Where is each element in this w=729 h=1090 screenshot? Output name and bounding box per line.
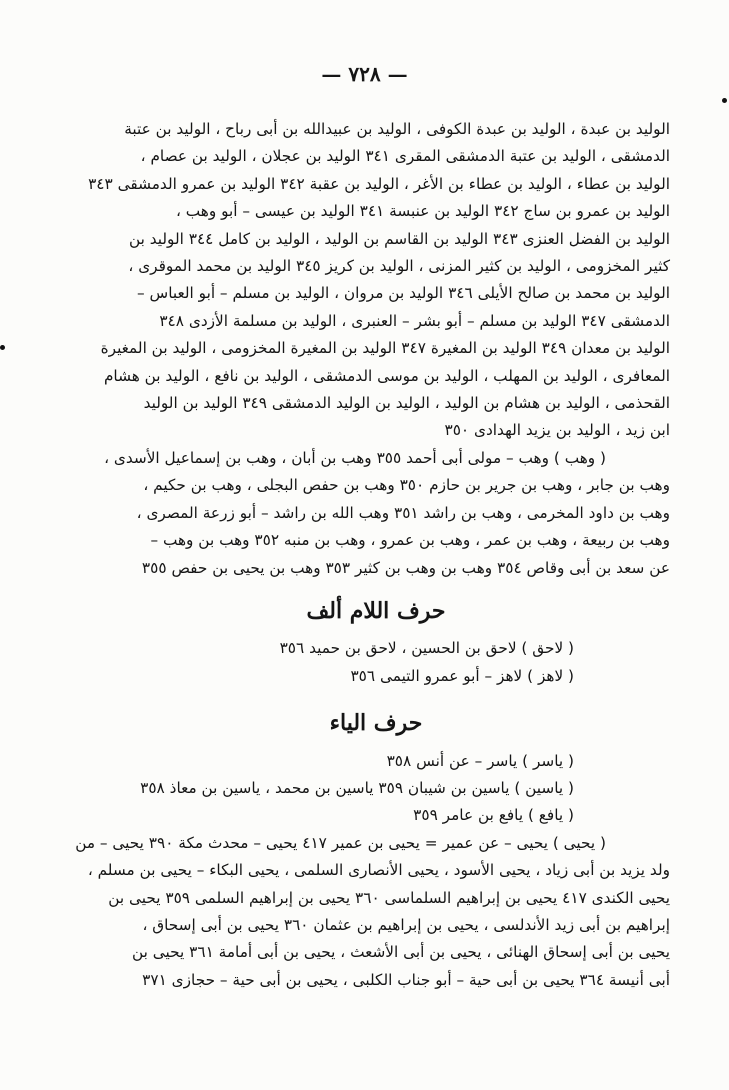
waleed-section xyxy=(62,116,670,445)
section-heading-ya: حرف الياء xyxy=(329,710,423,737)
yahya-section xyxy=(62,830,670,994)
text-line: وهب بن داود المخرمى ، وهب بن راشد ٣٥١ وهب الله بن راشد – أبو زرعة المصرى ، xyxy=(136,503,670,522)
text-line: الوليد بن معدان ٣٤٩ الوليد بن المغيرة ٣٤٧ الوليد بن المغيرة المخزومى ، الوليد بن المغيرة xyxy=(100,339,670,358)
text-line: ولد يزيد بن أبى زياد ، يحيى الأسود ، يحيى الأنصارى السلمى ، يحيى البكاء – يحيى بن مسلم ، xyxy=(87,861,670,880)
index-body xyxy=(62,116,670,994)
entry-line: ( يافع ) يافع بن عامر ٣٥٩ xyxy=(413,806,574,825)
section-heading-lam-alif: حرف اللام ألف xyxy=(306,597,446,624)
entry-line: ( ياسر ) ياسر – عن أنس ٣٥٨ xyxy=(386,751,574,770)
text-line: يحيى الكندى ٤١٧ يحيى بن إبراهيم السلماسى ٣٦٠ يحيى بن إبراهيم السلمى ٣٥٩ يحيى بن xyxy=(108,888,670,907)
text-line: أبى أنيسة ٣٦٤ يحيى بن أبى حية – أبو جناب الكلبى ، يحيى بن أبى حية – حجازى ٣٧١ xyxy=(142,970,670,989)
text-line: الوليد بن عطاء ، الوليد بن عطاء بن الأغر ، الوليد بن عقبة ٣٤٢ الوليد بن عمرو الدمشقى ٣٤٣ xyxy=(88,174,670,193)
text-line: الوليد بن عمرو بن ساج ٣٤٢ الوليد بن عنبسة ٣٤١ الوليد بن عيسى – أبو وهب ، xyxy=(175,202,670,221)
text-line: الوليد بن عبدة ، الوليد بن عبدة الكوفى ، الوليد بن عبيدالله بن أبى رباح ، الوليد بن عتبة xyxy=(124,120,670,138)
text-line: عن سعد بن أبى وقاص ٣٥٤ وهب بن وهب بن كثير ٣٥٣ وهب بن يحيى بن حفص ٣٥٥ xyxy=(141,558,670,577)
text-line: ( يحيى ) يحيى – عن عمير = يحيى بن عمير ٤١٧ يحيى – محدث مكة ٣٩٠ يحيى – من xyxy=(75,833,606,852)
lam-section xyxy=(62,635,670,690)
page-number: — ٧٢٨ — xyxy=(321,62,408,86)
text-line: الوليد بن الفضل العنزى ٣٤٣ الوليد بن القاسم بن الوليد ، الوليد بن كامل ٣٤٤ الوليد بن xyxy=(128,229,670,248)
text-line: الوليد بن محمد بن صالح الأيلى ٣٤٦ الوليد بن مروان ، الوليد بن مسلم – أبو العباس – xyxy=(137,284,670,303)
text-line: وهب بن ربيعة ، وهب بن عمر ، وهب بن عمرو ، وهب بن منبه ٣٥٢ وهب بن وهب – xyxy=(150,531,670,550)
entry-line: ( لاحق ) لاحق بن الحسين ، لاحق بن حميد ٣٥٦ xyxy=(279,639,574,658)
text-line: الدمشقى ، الوليد بن عتبة الدمشقى المقرى ٣٤١ الوليد بن عجلان ، الوليد بن عصام ، xyxy=(140,147,670,166)
text-line: كثير المخزومى ، الوليد بن كثير المزنى ، الوليد بن كريز ٣٤٥ الوليد بن محمد الموقرى ، xyxy=(128,257,670,276)
text-line: القحذمى ، الوليد بن هشام بن الوليد ، الوليد بن الوليد الدمشقى ٣٤٩ الوليد بن الوليد xyxy=(143,394,670,413)
ya-section xyxy=(62,748,670,830)
text-line: إبراهيم بن أبى زيد الأندلسى ، يحيى بن إبراهيم بن عثمان ٣٦٠ يحيى بن أبى إسحاق ، xyxy=(142,915,670,934)
text-line: وهب بن جابر ، وهب بن جرير بن حازم ٣٥٠ وهب بن حفص البجلى ، وهب بن حكيم ، xyxy=(143,476,670,495)
margin-mark-top xyxy=(722,98,727,103)
text-line: ( وهب ) وهب – مولى أبى أحمد ٣٥٥ وهب بن أبان ، وهب بن إسماعيل الأسدى ، xyxy=(104,448,606,467)
text-line: المعافرى ، الوليد بن المهلب ، الوليد بن موسى الدمشقى ، الوليد بن نافع ، الوليد بن هشام xyxy=(103,366,670,385)
entry-line: ( ياسين ) ياسين بن شيبان ٣٥٩ ياسين بن محمد ، ياسين بن معاذ ٣٥٨ xyxy=(140,778,574,797)
wahb-section xyxy=(62,445,670,582)
margin-mark-middle xyxy=(0,345,5,350)
text-line: ابن زيد ، الوليد بن يزيد الهدادى ٣٥٠ xyxy=(444,421,670,440)
text-line: يحيى بن أبى إسحاق الهنائى ، يحيى بن أبى الأشعث ، يحيى بن أبى أمامة ٣٦١ يحيى بن xyxy=(132,943,670,962)
entry-line: ( لاهز ) لاهز – أبو عمرو التيمى ٣٥٦ xyxy=(350,666,574,685)
text-line: الدمشقى ٣٤٧ الوليد بن مسلم – أبو بشر – العنبرى ، الوليد بن مسلمة الأزدى ٣٤٨ xyxy=(159,311,670,330)
